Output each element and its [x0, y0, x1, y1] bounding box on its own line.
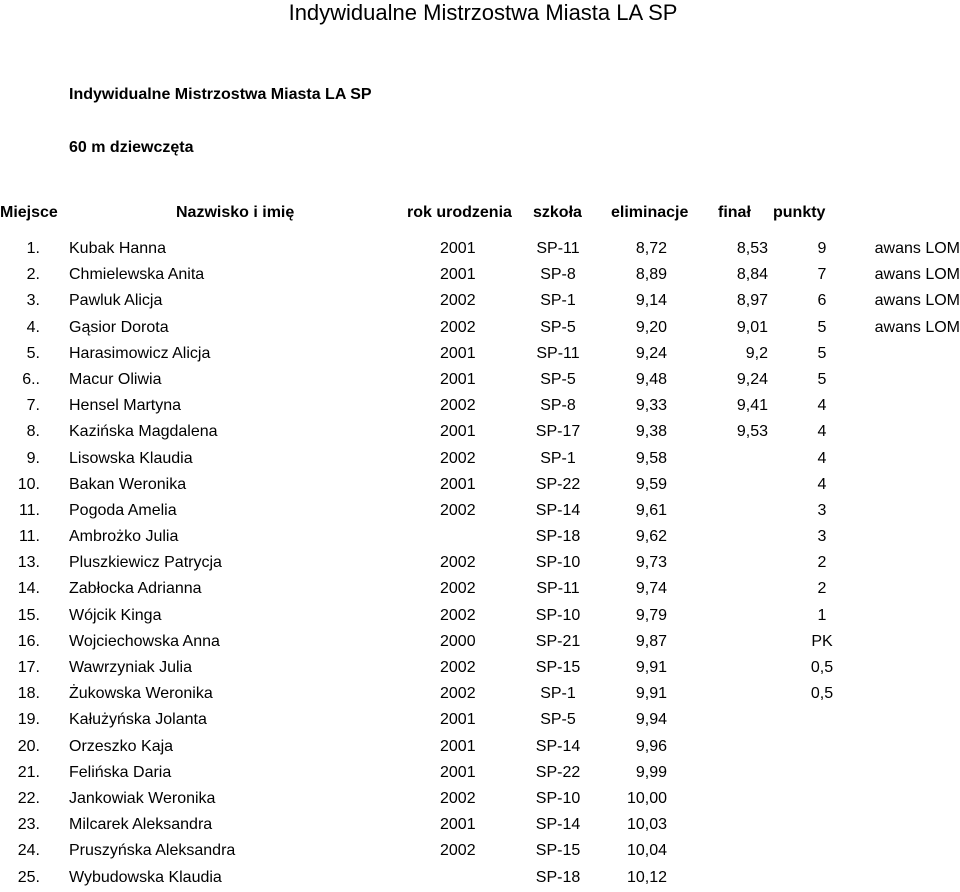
table-row — [0, 550, 960, 576]
row-elimination-time: 9,73 — [635, 554, 667, 572]
column-header-place: Miejsce — [0, 204, 58, 221]
row-points: 4 — [817, 397, 827, 415]
row-birth-year: 2002 — [440, 397, 476, 415]
row-place: 25. — [17, 868, 40, 886]
row-points: 3 — [817, 501, 827, 519]
row-birth-year: 2001 — [440, 475, 476, 493]
row-place: 13. — [17, 554, 40, 572]
row-school: SP-11 — [536, 240, 580, 257]
row-school: SP-22 — [535, 475, 581, 493]
row-name: Felińska Daria — [69, 763, 172, 781]
row-birth-year: 2002 — [440, 580, 476, 598]
row-elimination-time: 9,94 — [635, 711, 667, 729]
row-elimination-time: 10,04 — [626, 842, 667, 860]
table-row — [0, 446, 960, 472]
row-final-time: 8,97 — [736, 292, 768, 310]
row-school: SP-18 — [535, 868, 581, 886]
row-birth-year: 2001 — [440, 711, 476, 729]
row-place: 14. — [17, 580, 40, 598]
row-elimination-time: 9,87 — [635, 632, 667, 650]
row-elimination-time: 10,00 — [626, 789, 667, 807]
row-elimination-time: 8,72 — [635, 240, 667, 257]
row-birth-year: 2001 — [440, 344, 476, 362]
row-name: Pruszyńska Aleksandra — [69, 842, 236, 860]
row-school: SP-5 — [540, 318, 576, 336]
row-birth-year: 2000 — [440, 632, 476, 650]
row-place: 9. — [26, 449, 40, 467]
row-place: 23. — [17, 816, 40, 834]
row-final-time: 9,24 — [736, 370, 768, 388]
row-points: 0,5 — [810, 659, 834, 676]
row-name: Milcarek Aleksandra — [69, 816, 213, 834]
table-row — [0, 472, 960, 498]
row-name: Zabłocka Adrianna — [69, 580, 202, 598]
row-place: 16. — [17, 632, 40, 650]
row-birth-year: 2002 — [440, 554, 476, 572]
row-note: awans LOM — [874, 292, 960, 310]
row-school: SP-22 — [535, 763, 581, 781]
row-final-time: 9,41 — [736, 397, 768, 415]
row-points: 7 — [817, 266, 827, 284]
row-name: Macur Oliwia — [69, 370, 162, 388]
row-birth-year: 2002 — [440, 842, 476, 860]
row-final-time: 8,53 — [736, 240, 768, 257]
row-birth-year: 2001 — [440, 423, 476, 441]
row-school: SP-21 — [535, 632, 581, 650]
table-row — [0, 760, 960, 786]
row-school: SP-14 — [535, 501, 581, 519]
table-row — [0, 786, 960, 812]
row-elimination-time: 9,74 — [635, 580, 667, 598]
row-birth-year: 2002 — [440, 449, 476, 467]
row-place: 1. — [26, 240, 40, 257]
row-note: awans LOM — [874, 266, 960, 284]
row-points: 0,5 — [810, 685, 834, 703]
table-row — [0, 262, 960, 288]
row-elimination-time: 9,59 — [635, 475, 667, 493]
row-place: 5. — [26, 344, 40, 362]
row-elimination-time: 9,20 — [635, 318, 667, 336]
row-place: 8. — [26, 423, 40, 441]
row-school: SP-14 — [535, 816, 581, 834]
row-points: 2 — [817, 580, 827, 598]
row-school: SP-8 — [540, 397, 576, 415]
row-school: SP-10 — [535, 554, 581, 572]
event-heading: 60 m dziewczęta — [69, 139, 194, 156]
row-points: 3 — [817, 528, 827, 546]
table-row — [0, 315, 960, 341]
row-place: 17. — [17, 659, 40, 676]
row-school: SP-1 — [540, 685, 576, 703]
row-points: 4 — [817, 475, 827, 493]
row-birth-year: 2002 — [440, 606, 476, 624]
table-row — [0, 393, 960, 419]
column-header-name: Nazwisko i imię — [176, 204, 295, 221]
table-row — [0, 865, 960, 891]
row-school: SP-10 — [535, 606, 581, 624]
row-place: 3. — [26, 292, 40, 310]
table-row — [0, 681, 960, 707]
row-birth-year: 2002 — [440, 318, 476, 336]
table-row — [0, 603, 960, 629]
row-name: Wojciechowska Anna — [69, 632, 220, 650]
row-place: 19. — [17, 711, 40, 729]
row-birth-year: 2002 — [440, 501, 476, 519]
row-place: 24. — [17, 842, 40, 860]
row-elimination-time: 10,12 — [626, 868, 667, 886]
row-elimination-time: 9,48 — [635, 370, 667, 388]
row-name: Pluszkiewicz Patrycja — [69, 554, 222, 572]
row-points: 9 — [817, 240, 827, 257]
table-row — [0, 838, 960, 864]
row-points: 6 — [817, 292, 827, 310]
column-header-points: punkty — [773, 204, 826, 221]
row-birth-year: 2001 — [440, 266, 476, 284]
row-points: 5 — [817, 344, 827, 362]
table-row — [0, 576, 960, 602]
row-school: SP-1 — [540, 292, 576, 310]
row-name: Kałużyńska Jolanta — [69, 711, 207, 729]
table-row — [0, 707, 960, 733]
row-points: 4 — [817, 423, 827, 441]
table-row — [0, 812, 960, 838]
row-name: Chmielewska Anita — [69, 266, 205, 284]
row-name: Bakan Weronika — [69, 475, 187, 493]
row-note: awans LOM — [874, 318, 960, 336]
row-points: 1 — [817, 606, 827, 624]
row-birth-year: 2002 — [440, 292, 476, 310]
row-birth-year: 2002 — [440, 789, 476, 807]
row-school: SP-15 — [535, 659, 581, 676]
page-title: Indywidualne Mistrzostwa Miasta LA SP — [288, 0, 678, 25]
row-place: 11. — [18, 528, 40, 546]
row-final-time: 9,01 — [736, 318, 768, 336]
row-elimination-time: 9,99 — [635, 763, 667, 781]
column-header-final: finał — [718, 204, 751, 221]
table-row — [0, 341, 960, 367]
row-points: PK — [811, 632, 833, 650]
table-row — [0, 655, 960, 681]
row-school: SP-5 — [540, 711, 576, 729]
table-row — [0, 524, 960, 550]
row-points: 2 — [817, 554, 827, 572]
row-name: Kubak Hanna — [69, 240, 166, 257]
row-name: Żukowska Weronika — [69, 685, 213, 703]
row-elimination-time: 9,14 — [635, 292, 667, 310]
row-birth-year: 2002 — [440, 659, 476, 676]
row-name: Kazińska Magdalena — [69, 423, 218, 441]
row-school: SP-18 — [535, 528, 581, 546]
table-row — [0, 288, 960, 314]
row-place: 6.. — [22, 370, 40, 388]
row-elimination-time: 8,89 — [635, 266, 667, 284]
row-note: awans LOM — [874, 240, 960, 257]
row-birth-year: 2001 — [440, 737, 476, 755]
row-final-time: 8,84 — [736, 266, 768, 284]
row-name: Pawluk Alicja — [69, 292, 163, 310]
row-school: SP-1 — [540, 449, 576, 467]
row-points: 5 — [817, 318, 827, 336]
row-elimination-time: 9,61 — [635, 501, 667, 519]
table-row — [0, 629, 960, 655]
row-school: SP-11 — [536, 580, 580, 598]
row-points: 4 — [817, 449, 827, 467]
row-name: Pogoda Amelia — [69, 501, 177, 519]
row-birth-year: 2001 — [440, 763, 476, 781]
row-place: 10. — [17, 475, 40, 493]
row-elimination-time: 9,91 — [635, 685, 667, 703]
row-place: 18. — [17, 685, 40, 703]
row-school: SP-14 — [535, 737, 581, 755]
table-row — [0, 236, 960, 262]
row-school: SP-10 — [535, 789, 581, 807]
row-elimination-time: 9,24 — [635, 344, 667, 362]
row-school: SP-8 — [540, 266, 576, 284]
row-birth-year: 2001 — [440, 240, 476, 257]
row-place: 7. — [26, 397, 40, 415]
row-name: Gąsior Dorota — [69, 318, 169, 336]
column-header-birth-year: rok urodzenia — [407, 204, 512, 221]
row-school: SP-11 — [536, 344, 580, 362]
row-name: Harasimowicz Alicja — [69, 344, 211, 362]
row-birth-year: 2001 — [440, 370, 476, 388]
results-table-body — [0, 236, 960, 891]
row-school: SP-15 — [535, 842, 581, 860]
row-points: 5 — [817, 370, 827, 388]
row-final-time: 9,2 — [745, 344, 768, 362]
table-row — [0, 734, 960, 760]
row-birth-year: 2002 — [440, 685, 476, 703]
row-elimination-time: 9,79 — [635, 606, 667, 624]
row-name: Ambrożko Julia — [69, 528, 179, 546]
row-elimination-time: 9,62 — [635, 528, 667, 546]
row-name: Wójcik Kinga — [69, 606, 162, 624]
row-name: Jankowiak Weronika — [69, 789, 216, 807]
row-place: 15. — [17, 606, 40, 624]
row-elimination-time: 9,96 — [635, 737, 667, 755]
results-table-header — [0, 203, 960, 223]
row-school: SP-17 — [535, 423, 581, 441]
row-place: 20. — [17, 737, 40, 755]
row-name: Hensel Martyna — [69, 397, 182, 415]
table-row — [0, 367, 960, 393]
row-elimination-time: 9,91 — [635, 659, 667, 676]
row-elimination-time: 9,33 — [635, 397, 667, 415]
row-school: SP-5 — [540, 370, 576, 388]
column-header-school: szkoła — [533, 204, 582, 221]
row-elimination-time: 9,58 — [635, 449, 667, 467]
table-row — [0, 498, 960, 524]
row-birth-year: 2001 — [440, 816, 476, 834]
row-place: 11. — [18, 501, 40, 519]
row-place: 2. — [26, 266, 40, 284]
document-heading: Indywidualne Mistrzostwa Miasta LA SP — [69, 86, 372, 103]
row-elimination-time: 10,03 — [626, 816, 667, 834]
row-place: 21. — [17, 763, 40, 781]
row-place: 22. — [17, 789, 40, 807]
row-name: Wawrzyniak Julia — [69, 659, 192, 676]
column-header-eliminations: eliminacje — [611, 204, 689, 221]
row-name: Lisowska Klaudia — [69, 449, 193, 467]
table-row — [0, 419, 960, 445]
row-name: Orzeszko Kaja — [69, 737, 174, 755]
row-name: Wybudowska Klaudia — [69, 868, 222, 886]
row-final-time: 9,53 — [736, 423, 768, 441]
row-elimination-time: 9,38 — [635, 423, 667, 441]
row-place: 4. — [26, 318, 40, 336]
